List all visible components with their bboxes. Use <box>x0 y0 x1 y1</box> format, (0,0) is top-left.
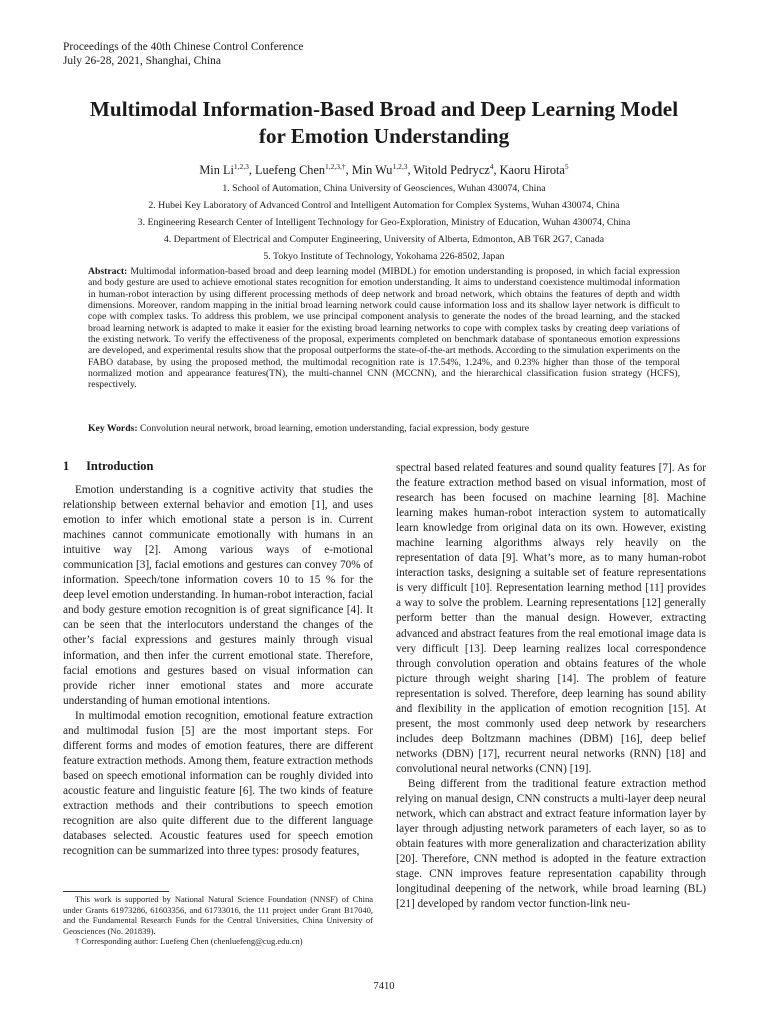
keywords <box>88 423 680 435</box>
author-affil-sup: 1,2,3,† <box>325 161 346 171</box>
conference-name: Proceedings of the 40th Chinese Control Conference <box>63 41 304 53</box>
author-affil-sup: 5 <box>564 161 569 171</box>
author-list: Min Li$^{1,2,3}$, Luefeng Chen$^{1,2,3,\dagger}$, Min Wu$^{1,2,3}$, Witold Pedrycz$^4$, Kaoru Hirota$^5$ <box>199 161 569 177</box>
abstract-label: Abstract: <box>88 266 128 277</box>
footnote-rule <box>63 891 169 892</box>
abstract-text: Multimodal information-based broad and deep learning model (MIBDL) for emotion understanding is proposed, in which facial expression and body gesture are used to achieve emotional states recognition for emotion understanding. It aims to understand coexistence multimodal information in human-robot interaction by using different processing methods of deep network and broad network, which obtains the features of depth and width dimensions. Moreover, random mapping in the initial broad learning network could cause information loss and its shallow layer network is difficult to cope with complex tasks. To address this problem, we use principal component analysis to generate the nodes of the broad learning, and the stacked broad learning network is adapted to make it easier for the existing broad learning networks to cope with complex tasks by creating deep variations of the existing network. To verify the effectiveness of the proposal, experiments completed on benchmark database of spontaneous emotion expressions are developed, and experimental results show that the proposal outperforms the state-of-the-art methods. According to the simulation experiments on the FABO database, by using the proposed method, the multimodal recognition rate is 17.54%, 1.24%, and 0.23% higher than those of the temporal normalized motion and appearance features(TN), the multi-channel CNN (MCCNN), and the hierarchical classification fusion strategy (HCFS), respectively. <box>88 266 680 391</box>
affiliation: 3. Engineering Research Center of Intelligent Technology for Geo-Exploration, Ministry of Education, Wuhan 430074, China <box>137 217 631 228</box>
author-name: Min Li <box>199 163 234 177</box>
title-line-2: for Emotion Understanding <box>258 124 510 148</box>
keywords-text: Convolution neural network, broad learning, emotion understanding, facial expression, body gesture <box>140 423 530 434</box>
right-column <box>396 461 706 912</box>
author-name: Min Wu <box>351 163 393 177</box>
affiliation: 5. Tokyo Institute of Technology, Yokohama 226-8502, Japan <box>263 251 505 262</box>
title-line-1: Multimodal Information-Based Broad and Deep Learning Model <box>89 97 679 121</box>
affiliation: 4. Department of Electrical and Computer Engineering, University of Alberta, Edmonton, AB T6R 2G7, Canada <box>163 234 605 245</box>
footnote <box>63 894 373 947</box>
affiliation: 1. School of Automation, China University of Geosciences, Wuhan 430074, China <box>222 183 546 194</box>
funding-note: This work is supported by National Natural Science Foundation (NNSF) of China under Grants 61973286, 61603356, and 61733016, the 111 project under Grant B17040, and the Fundamental Research Funds for the Central Universities, China University of Geosciences (No. 201839). <box>63 894 373 936</box>
body-paragraph: Emotion understanding is a cognitive activity that studies the relationship between external behavior and emotion [1], and uses emotion to infer which emotional state a person is in. Current machines cannot communicate emotionally with humans in an intuitive way [2]. Among various ways of e-motional communication [3], facial emotions and gestures can convey 70% of information. Speech/tone information covers 10 to 15 % for the deep level emotion understanding. In human-robot interaction, facial and body gesture emotion recognition is of great significance [4]. It can be seen that the interlocutors understand the changes of the other’s facial expressions and gestures mainly through visual information, and then infer the current emotional state. Therefore, facial emotions and gestures based on visual information can provide richer inner emotional states and more accurate understanding of human emotional intentions. <box>63 484 373 707</box>
author-name: Kaoru Hirota <box>499 163 565 177</box>
left-column <box>63 458 373 859</box>
author-affil-sup: 1,2,3 <box>233 161 249 171</box>
corresponding-author-note: † Corresponding author: Luefeng Chen (chenluefeng@cug.edu.cn) <box>75 936 303 947</box>
author-name: Luefeng Chen <box>255 163 326 177</box>
abstract <box>88 266 680 391</box>
body-paragraph: In multimodal emotion recognition, emotional feature extraction and multimodal fusion [5] are the most important steps. For different forms and modes of emotion features, there are different feature extraction methods. Among them, feature extraction methods based on speech emotional information can be roughly divided into acoustic feature and linguistic feature [6]. The two kinds of feature extraction methods and their contributions to speech emotion recognition are also quite different due to the different language databases selected. Acoustic features used for speech emotion recognition can be summarized into three types: prosody features, <box>63 709 373 858</box>
conference-header <box>63 40 303 68</box>
section-title: Introduction <box>86 459 154 473</box>
body-paragraph: spectral based related features and sound quality features [7]. As for the feature extraction method based on visual information, most of research has been focused on machine learning [8]. Machine learning makes human-robot interaction system to automatically learn knowledge from original data on its own. However, existing machine learning algorithms always rely heavily on the representation of data [9]. What’s more, as to many human-robot interaction tasks, designing a suitable set of feature representations is very difficult [10]. Representation learning method [11] provides a way to solve the problem. Learning representations [12] generally perform better than the manual design. However, extracting advanced and abstract features from the real emotional image data is very difficult [13]. Deep learning realizes local correspondence through convolution operation and obtains features of the whole picture through weight sharing [14]. The problem of feature representation is solved. Therefore, deep learning has sound ability and flexibility in the application of emotion recognition [15]. At present, the most commonly used deep network by researchers includes deep Boltzmann machines (DBM) [16], deep belief networks (DBN) [17], recurrent neural networks (RNN) [18] and convolutional neural networks (CNN) [19]. <box>396 462 706 775</box>
section-number: 1 <box>63 459 70 473</box>
author-affil-sup: 1,2,3 <box>392 161 408 171</box>
paper-title <box>40 96 728 150</box>
affiliation-list <box>0 180 768 265</box>
affiliation: 2. Hubei Key Laboratory of Advanced Control and Intelligent Automation for Complex Systems, Wuhan 430074, China <box>148 200 620 211</box>
page-number: 7410 <box>373 981 395 992</box>
body-paragraph: Being different from the traditional feature extraction method relying on manual design, CNN constructs a multi-layer deep neural network, which can abstract and extract feature information layer by layer through adjusting network parameters of each layer, so as to obtain features with more generalization and characterization ability [20]. Therefore, CNN method is adopted in the feature extraction stage. CNN improves feature representation capability through longitudinal deepening of the network, while broad learning (BL) [21] developed by random vector function-link neu- <box>396 777 706 911</box>
section-heading <box>63 458 373 474</box>
author-name: Witold Pedrycz <box>413 163 490 177</box>
author-affil-sup: 4 <box>489 161 494 171</box>
keywords-label: Key Words: <box>88 423 138 434</box>
conference-date-location: July 26-28, 2021, Shanghai, China <box>63 55 221 67</box>
